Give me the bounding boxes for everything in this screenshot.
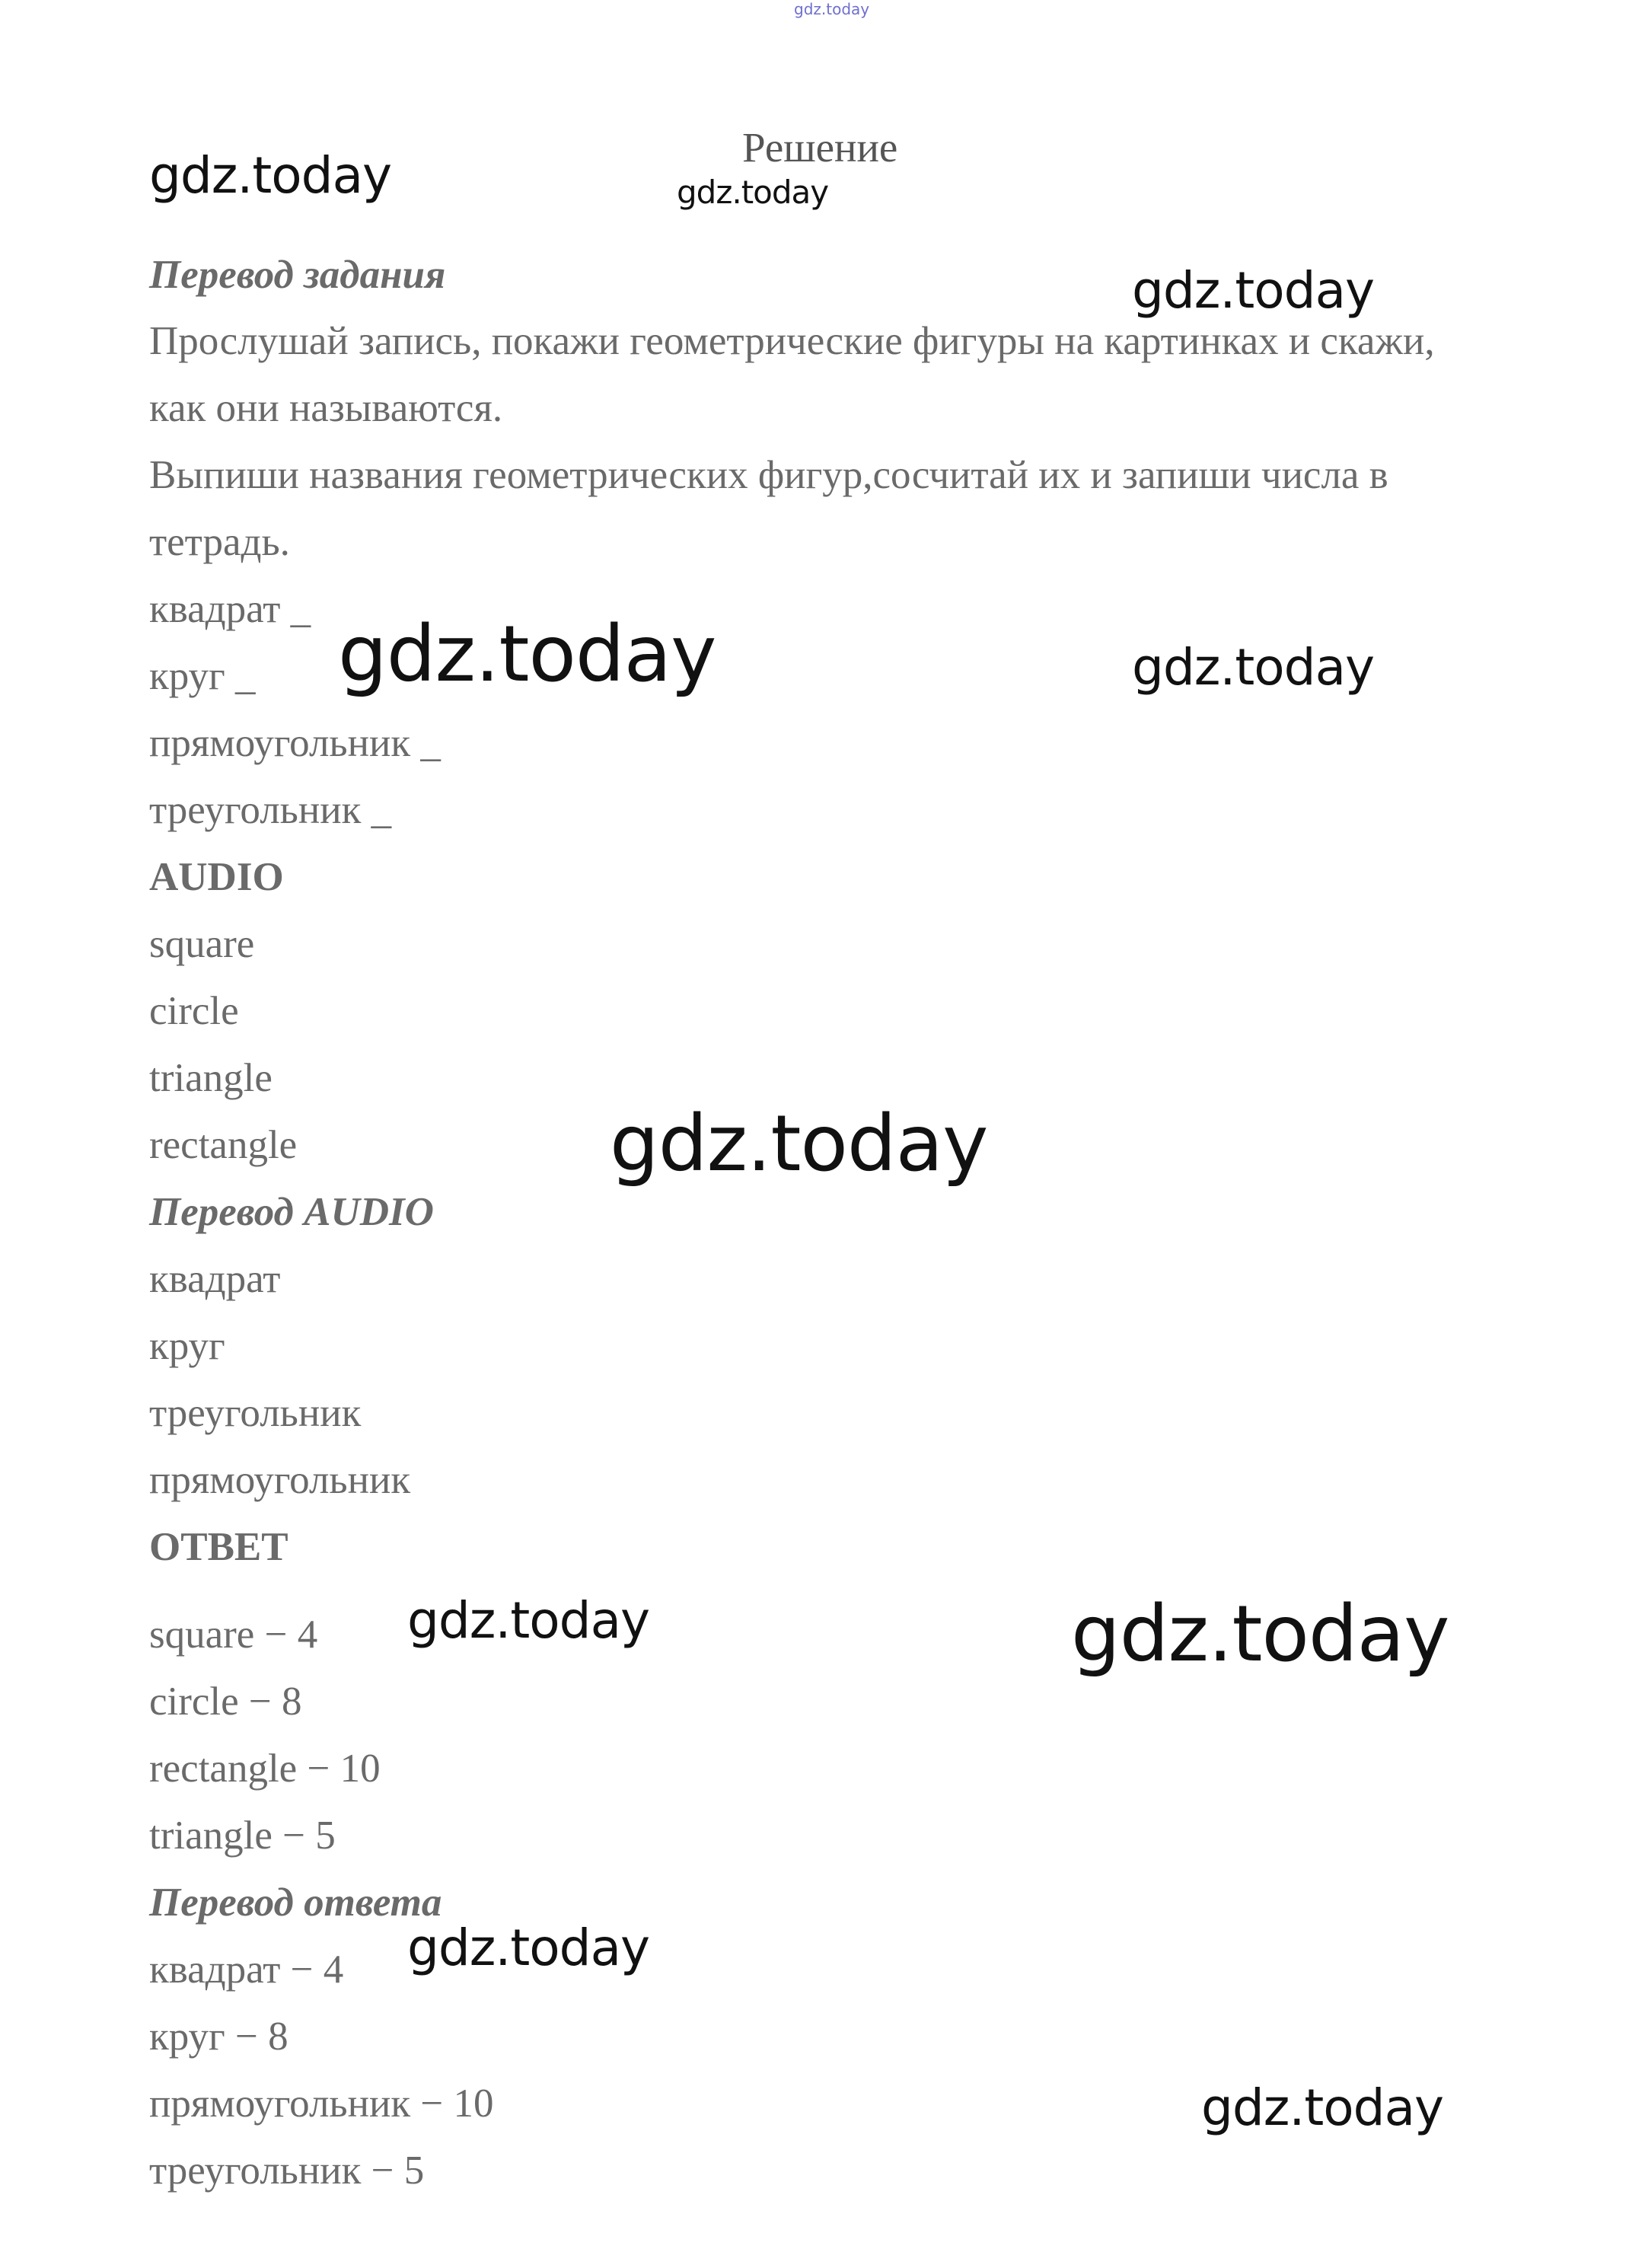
watermark: gdz.today [1201,2078,1444,2137]
answer-item: circle − 8 [149,1679,302,1724]
watermark: gdz.today [1071,1589,1449,1679]
audio-item: circle [149,989,239,1033]
answer-translation-item: треугольник − 5 [149,2148,425,2193]
answer-item: triangle − 5 [149,1813,336,1858]
audio-translation-item: квадрат [149,1257,281,1301]
watermark: gdz.today [610,1099,988,1189]
answer-translation-item: круг − 8 [149,2014,289,2059]
audio-translation-item: круг [149,1324,225,1368]
answer-heading: ОТВЕТ [149,1525,289,1569]
watermark: gdz.today [149,146,392,205]
audio-item: square [149,922,255,966]
task-paragraph-2: Выпиши названия геометрических фигур,сосчитай их и запиши числа в тетрадь. [149,453,1388,564]
task-item-triangle: треугольник _ [149,788,392,832]
task-item-circle: круг _ [149,654,256,698]
watermark: gdz.today [338,609,716,700]
watermark: gdz.today [677,174,829,211]
watermark: gdz.today [407,1919,650,1977]
answer-translation-heading: Перевод ответа [149,1880,442,1925]
watermark: gdz.today [1132,261,1375,320]
answer-item: square − 4 [149,1612,318,1657]
watermark: gdz.today [407,1591,650,1650]
watermark: gdz.today [1132,638,1375,697]
answer-item: rectangle − 10 [149,1746,381,1791]
top-watermark: gdz.today [794,0,870,18]
answer-translation-item: квадрат − 4 [149,1947,344,1992]
audio-translation-item: треугольник [149,1391,362,1435]
task-item-rectangle: прямоугольник _ [149,721,441,765]
task-translation-heading: Перевод задания [149,253,446,297]
audio-translation-item: прямоугольник [149,1458,411,1502]
solution-content [149,242,1504,2204]
task-paragraph-1: Прослушай запись, покажи геометрические фигуры на картинках и скажи, как они называются. [149,319,1435,430]
page-title: Решение [742,124,898,171]
task-item-square: квадрат _ [149,587,311,631]
audio-item: rectangle [149,1123,298,1167]
answer-translation-item: прямоугольник − 10 [149,2081,494,2126]
audio-item: triangle [149,1056,273,1100]
audio-heading: AUDIO [149,855,284,899]
audio-translation-heading: Перевод AUDIO [149,1190,434,1234]
